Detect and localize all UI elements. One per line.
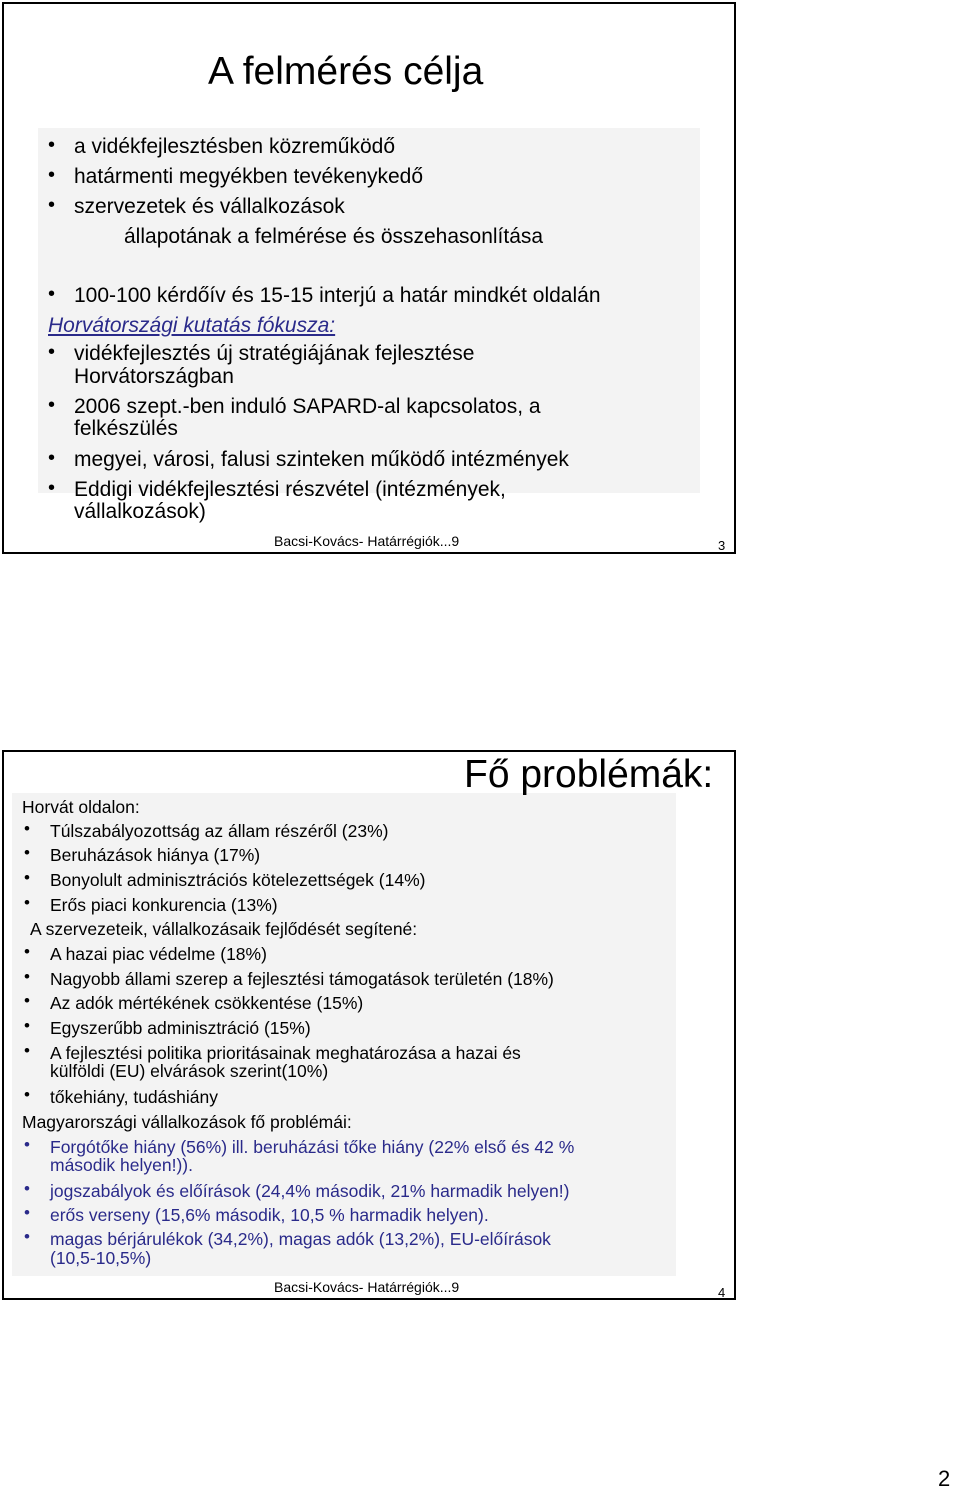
bullet: •: [24, 1041, 30, 1060]
hungarian-item: (10,5-10,5%): [50, 1248, 152, 1268]
bullet: •: [24, 942, 30, 961]
croatian-item: Erős piaci konkurencia (13%): [50, 895, 278, 915]
bullet: •: [24, 843, 30, 862]
aim-line: állapotának a felmérése és összehasonlítása: [124, 225, 544, 248]
croatian-item: Beruházások hiánya (17%): [50, 845, 261, 865]
croatian-item: Bonyolult adminisztrációs kötelezettségek (14%): [50, 870, 426, 890]
sheet-number: 2: [938, 1466, 951, 1491]
slide-3-title: A felmérés célja: [208, 50, 484, 93]
development-item: Egyszerűbb adminisztráció (15%): [50, 1018, 311, 1038]
focus-item: 2006 szept.-ben induló SAPARD-al kapcsolatos, a: [74, 395, 541, 418]
hungarian-item: erős verseny (15,6% második, 10,5 % harmadik helyen).: [50, 1205, 489, 1225]
croatian-heading: Horvát oldalon:: [22, 797, 140, 817]
bullet: •: [24, 1085, 30, 1104]
bullet: •: [24, 868, 30, 887]
development-item: A fejlesztési politika prioritásainak meghatározása a hazai és: [50, 1043, 521, 1063]
aim-line: szervezetek és vállalkozások: [74, 195, 345, 218]
focus-item: felkészülés: [74, 417, 178, 440]
development-heading: A szervezeteik, vállalkozásaik fejlődését segítené:: [30, 919, 418, 939]
hungarian-item: második helyen!)).: [50, 1155, 193, 1175]
slide-4-page-number: 4: [718, 1285, 726, 1300]
development-item: A hazai piac védelme (18%): [50, 944, 267, 964]
focus-item: megyei, városi, falusi szinteken működő intézmények: [74, 448, 569, 471]
development-item: Az adók mértékének csökkentése (15%): [50, 993, 364, 1013]
aim-line: a vidékfejlesztésben közreműködő: [74, 135, 396, 158]
bullet: •: [48, 194, 56, 216]
slide-3-page-number: 3: [718, 538, 726, 553]
bullet: •: [48, 447, 56, 469]
focus-item: vállalkozások): [74, 500, 206, 523]
bullet: •: [48, 134, 56, 156]
focus-item: Eddigi vidékfejlesztési részvétel (intézmények,: [74, 478, 506, 501]
bullet: •: [24, 819, 30, 838]
hungarian-item: magas bérjárulékok (34,2%), magas adók (13,2%), EU-előírások: [50, 1229, 551, 1249]
bullet: •: [48, 164, 56, 186]
bullet: •: [24, 1016, 30, 1035]
hungarian-item: jogszabályok és előírások (24,4% második, 21% harmadik helyen!): [50, 1181, 570, 1201]
focus-heading: Horvátországi kutatás fókusza:: [48, 314, 336, 337]
bullet: •: [48, 283, 56, 305]
bullet: •: [24, 1227, 30, 1246]
bullet: •: [24, 967, 30, 986]
bullet: •: [48, 341, 56, 363]
aim-line: határmenti megyékben tevékenykedő: [74, 165, 424, 188]
bullet: •: [24, 991, 30, 1010]
development-item: külföldi (EU) elvárások szerint(10%): [50, 1061, 329, 1081]
slide-4-title: Fő problémák:: [464, 753, 714, 796]
slide-3-footer: Bacsi-Kovács- Határrégiók...9: [274, 533, 460, 549]
bullet: •: [24, 893, 30, 912]
focus-item: Horvátországban: [74, 365, 234, 388]
slide-4-footer: Bacsi-Kovács- Határrégiók...9: [274, 1279, 460, 1295]
hungarian-item: Forgótőke hiány (56%) ill. beruházási tőke hiány (22% első és 42 %: [50, 1137, 575, 1157]
development-item: Nagyobb állami szerep a fejlesztési támogatások területén (18%): [50, 969, 554, 989]
development-item: tőkehiány, tudáshiány: [50, 1087, 218, 1107]
bullet: •: [24, 1135, 30, 1154]
bullet: •: [24, 1179, 30, 1198]
bullet: •: [48, 394, 56, 416]
bullet: •: [24, 1203, 30, 1222]
focus-item: vidékfejlesztés új stratégiájának fejlesztése: [74, 342, 475, 365]
bullet: •: [48, 477, 56, 499]
survey-line: 100-100 kérdőív és 15-15 interjú a határ mindkét oldalán: [74, 284, 601, 307]
hungarian-heading: Magyarországi vállalkozások fő problémái:: [22, 1112, 352, 1132]
croatian-item: Túlszabályozottság az állam részéről (23%): [50, 821, 389, 841]
